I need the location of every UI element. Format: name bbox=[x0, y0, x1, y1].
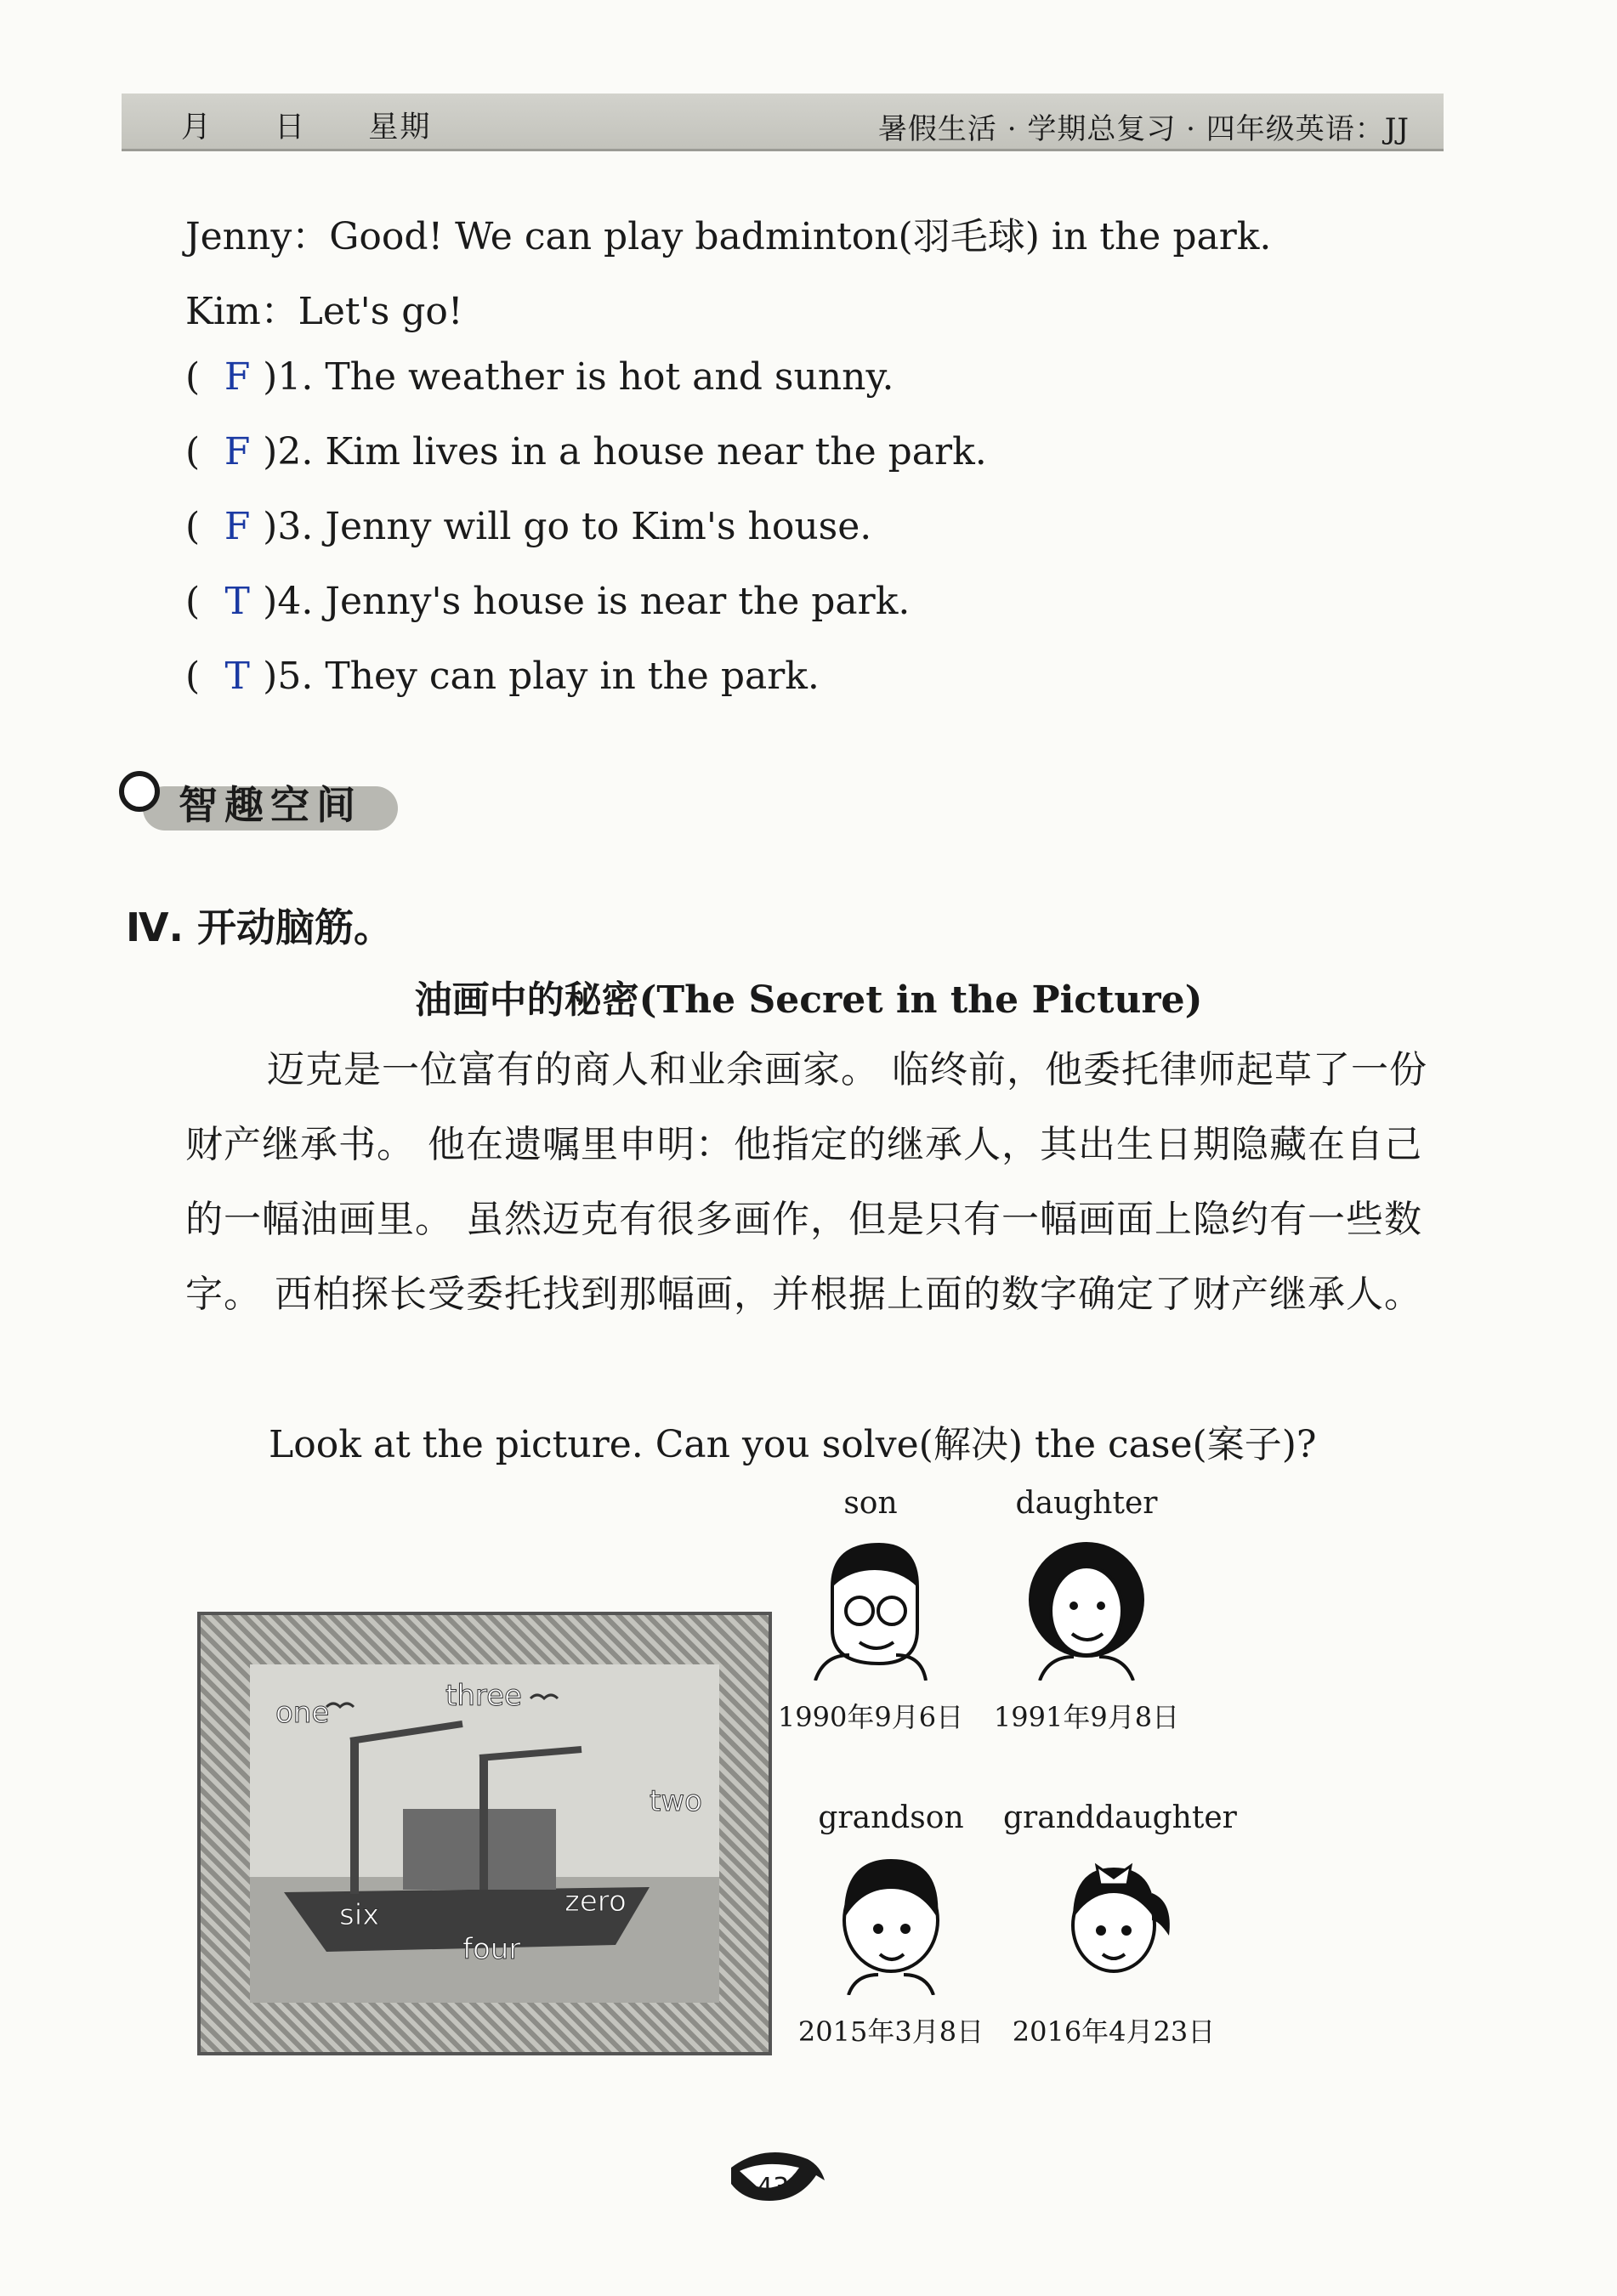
family-member-daughter bbox=[976, 1486, 1197, 1735]
granddaughter-portrait-icon bbox=[1050, 1851, 1177, 1995]
page-number: 43 bbox=[757, 2173, 790, 2202]
answer-item: ( T )5. They can play in the park. bbox=[185, 655, 820, 698]
birth-date: 2016年4月23日 bbox=[1012, 2015, 1216, 2048]
question-prompt: Look at the picture. Can you solve(解决) the case(案子)? bbox=[269, 1423, 1317, 1466]
story-title: 油画中的秘密(The Secret in the Picture) bbox=[414, 978, 1203, 1022]
item-text: They can play in the park. bbox=[325, 655, 820, 698]
painting-word: zero bbox=[565, 1885, 627, 1919]
painting-word: three bbox=[445, 1679, 522, 1713]
story-paragraph: 迈克是一位富有的商人和业余画家。 临终前，他委托律师起草了一份财产继承书。 他在遗嘱里申明：他指定的继承人，其出生日期隐藏在自己的一幅油画里。 虽然迈克有很多画作，但是只有一幅画面上隐约有一些数字。 西柏探长受委托找到那幅画，并根据上面的数字确定了财产继承人。 bbox=[185, 1048, 1427, 1316]
oil-painting bbox=[197, 1612, 772, 2055]
weekday-label: 星期 bbox=[368, 111, 432, 145]
magnifier-icon bbox=[119, 771, 160, 812]
answer-mark: F bbox=[224, 430, 251, 473]
section-badge bbox=[119, 769, 400, 837]
answer-item: ( F )1. The weather is hot and sunny. bbox=[185, 355, 894, 399]
badge-title: 智趣空间 bbox=[179, 782, 362, 828]
answer-mark: T bbox=[224, 655, 250, 698]
section-heading: Ⅳ. 开动脑筋。 bbox=[126, 904, 394, 950]
role-label: son bbox=[843, 1486, 898, 1521]
item-text: Kim lives in a house near the park. bbox=[325, 430, 987, 473]
painting-word: two bbox=[650, 1784, 702, 1818]
item-text: The weather is hot and sunny. bbox=[325, 355, 894, 399]
page-header bbox=[122, 94, 1444, 151]
birth-date: 1991年9月8日 bbox=[993, 1701, 1180, 1733]
item-number: 2 bbox=[277, 430, 302, 473]
dialogue-line: Jenny：Good! We can play badminton(羽毛球) in the park. bbox=[185, 215, 1272, 258]
daughter-portrait-icon bbox=[1023, 1536, 1150, 1681]
item-number: 3 bbox=[277, 505, 302, 548]
date-fields bbox=[181, 104, 482, 146]
son-portrait-icon bbox=[807, 1536, 934, 1681]
item-number: 5 bbox=[277, 655, 302, 698]
answer-item: ( F )2. Kim lives in a house near the park. bbox=[185, 430, 987, 473]
answer-mark: F bbox=[224, 355, 251, 399]
birth-date: 2015年3月8日 bbox=[797, 2015, 984, 2048]
item-text: Jenny will go to Kim's house. bbox=[325, 505, 872, 548]
day-label: 日 bbox=[275, 111, 307, 145]
answer-item: ( F )3. Jenny will go to Kim's house. bbox=[185, 505, 872, 548]
series-title: 暑假生活 · 学期总复习 · 四年级英语：JJ bbox=[877, 112, 1410, 146]
family-member-granddaughter bbox=[1003, 1800, 1237, 2049]
page-number-area bbox=[723, 2142, 893, 2219]
answer-mark: F bbox=[224, 505, 251, 548]
painting-word: four bbox=[462, 1932, 521, 1966]
role-label: daughter bbox=[1015, 1486, 1158, 1521]
item-text: Jenny's house is near the park. bbox=[325, 580, 911, 623]
month-label: 月 bbox=[181, 111, 213, 145]
dialogue-line: Kim：Let's go! bbox=[185, 290, 463, 333]
role-label: granddaughter bbox=[1003, 1800, 1237, 1835]
answer-item: ( T )4. Jenny's house is near the park. bbox=[185, 580, 911, 623]
answer-mark: T bbox=[224, 580, 250, 623]
grandson-portrait-icon bbox=[827, 1851, 955, 1995]
family-member-grandson bbox=[780, 1800, 1001, 2049]
item-number: 1 bbox=[277, 355, 302, 399]
item-number: 4 bbox=[277, 580, 302, 623]
family-member-son bbox=[760, 1486, 981, 1735]
role-label: grandson bbox=[818, 1800, 964, 1835]
painting-word: one bbox=[275, 1696, 330, 1730]
painting-word: six bbox=[339, 1898, 380, 1932]
birth-date: 1990年9月6日 bbox=[777, 1701, 964, 1733]
ship-painting-image bbox=[250, 1664, 719, 2003]
